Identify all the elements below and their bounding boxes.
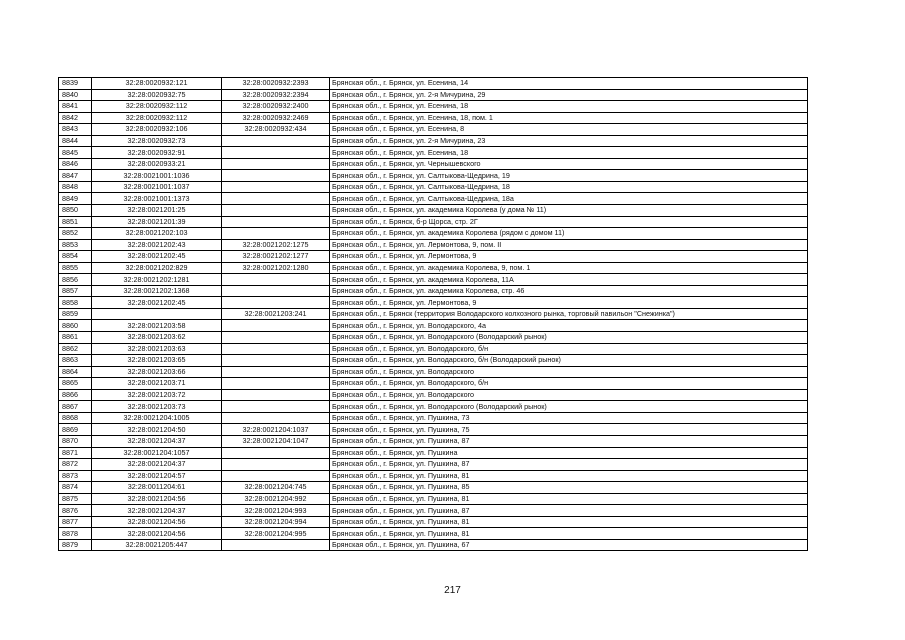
row-number-cell: 8875 [59,493,92,505]
table-row [59,470,808,482]
table-row [59,251,808,263]
row-number-cell: 8848 [59,181,92,193]
address-cell: Брянская обл., г. Брянск, ул. Пушкина, 87 [330,435,808,447]
related-cadastral-number-cell: 32:28:0020932:2393 [222,78,330,90]
row-number-cell: 8879 [59,539,92,551]
cadastral-number-cell: 32:28:0020932:91 [92,147,222,159]
related-cadastral-number-cell [222,447,330,459]
row-number-cell: 8868 [59,412,92,424]
table-row [59,366,808,378]
address-cell: Брянская обл., г. Брянск, ул. академика Королева, 11А [330,274,808,286]
address-cell: Брянская обл., г. Брянск, ул. Пушкина, 81 [330,493,808,505]
table-row [59,158,808,170]
related-cadastral-number-cell [222,205,330,217]
address-cell: Брянская обл., г. Брянск, ул. Володарского (Володарский рынок) [330,332,808,344]
address-cell: Брянская обл., г. Брянск, ул. Пушкина, 67 [330,539,808,551]
row-number-cell: 8841 [59,101,92,113]
related-cadastral-number-cell: 32:28:0020932:2469 [222,112,330,124]
address-cell: Брянская обл., г. Брянск, ул. Лермонтова, 9 [330,297,808,309]
cadastral-number-cell: 32:28:0020932:73 [92,135,222,147]
address-cell: Брянская обл., г. Брянск, ул. Пушкина, 81 [330,470,808,482]
related-cadastral-number-cell: 32:28:0021204:994 [222,516,330,528]
row-number-cell: 8878 [59,528,92,540]
cadastral-number-cell: 32:28:0021202:103 [92,228,222,240]
table-row [59,355,808,367]
table-row [59,389,808,401]
address-cell: Брянская обл., г. Брянск, ул. Есенина, 18 [330,147,808,159]
related-cadastral-number-cell: 32:28:0020932:434 [222,124,330,136]
row-number-cell: 8849 [59,193,92,205]
cadastral-number-cell: 32:28:0021205:447 [92,539,222,551]
table-row [59,216,808,228]
cadastral-number-cell: 32:28:0021204:1005 [92,412,222,424]
row-number-cell: 8857 [59,285,92,297]
related-cadastral-number-cell [222,216,330,228]
related-cadastral-number-cell [222,378,330,390]
row-number-cell: 8842 [59,112,92,124]
address-cell: Брянская обл., г. Брянск, ул. Есенина, 14 [330,78,808,90]
cadastral-number-cell: 32:28:0021202:43 [92,239,222,251]
related-cadastral-number-cell [222,332,330,344]
cadastral-number-cell: 32:28:0020932:106 [92,124,222,136]
cadastral-number-cell: 32:28:0021204:56 [92,493,222,505]
cadastral-number-cell: 32:28:0021204:56 [92,516,222,528]
row-number-cell: 8873 [59,470,92,482]
table-row [59,401,808,413]
address-cell: Брянская обл., г. Брянск, ул. академика Королева (у дома № 11) [330,205,808,217]
address-cell: Брянская обл., г. Брянск, ул. Салтыкова-Щедрина, 18 [330,181,808,193]
table-row [59,528,808,540]
table-row [59,505,808,517]
related-cadastral-number-cell [222,355,330,367]
related-cadastral-number-cell: 32:28:0021204:745 [222,482,330,494]
row-number-cell: 8871 [59,447,92,459]
row-number-cell: 8866 [59,389,92,401]
related-cadastral-number-cell: 32:28:0020932:2394 [222,89,330,101]
page-number: 217 [444,585,461,596]
row-number-cell: 8867 [59,401,92,413]
cadastral-number-cell: 32:28:0021204:37 [92,505,222,517]
address-cell: Брянская обл., г. Брянск, ул. академика Королева, 9, пом. 1 [330,262,808,274]
row-number-cell: 8876 [59,505,92,517]
cadastral-number-cell: 32:28:0020932:112 [92,112,222,124]
related-cadastral-number-cell [222,366,330,378]
address-cell: Брянская обл., г. Брянск, ул. Пушкина, 81 [330,528,808,540]
related-cadastral-number-cell [222,343,330,355]
cadastral-number-cell: 32:28:0021202:1368 [92,285,222,297]
table-row [59,297,808,309]
table-row [59,228,808,240]
row-number-cell: 8855 [59,262,92,274]
address-cell: Брянская обл., г. Брянск, ул. Пушкина, 73 [330,412,808,424]
cadastral-number-cell: 32:28:0021001:1037 [92,181,222,193]
related-cadastral-number-cell [222,147,330,159]
table-row [59,147,808,159]
row-number-cell: 8877 [59,516,92,528]
table-row [59,459,808,471]
related-cadastral-number-cell [222,181,330,193]
cadastral-number-cell: 32:28:0021201:25 [92,205,222,217]
address-cell: Брянская обл., г. Брянск, ул. Есенина, 18 [330,101,808,113]
related-cadastral-number-cell: 32:28:0021204:992 [222,493,330,505]
table-row [59,343,808,355]
row-number-cell: 8862 [59,343,92,355]
cadastral-number-cell: 32:28:0021202:829 [92,262,222,274]
cadastral-number-cell: 32:28:0021203:63 [92,343,222,355]
cadastral-number-cell: 32:28:0021202:45 [92,251,222,263]
row-number-cell: 8861 [59,332,92,344]
related-cadastral-number-cell [222,470,330,482]
table-row [59,181,808,193]
cadastral-number-cell: 32:28:0021204:50 [92,424,222,436]
table-row [59,516,808,528]
row-number-cell: 8844 [59,135,92,147]
address-cell: Брянская обл., г. Брянск, ул. Володарского, б/н [330,343,808,355]
row-number-cell: 8845 [59,147,92,159]
related-cadastral-number-cell [222,297,330,309]
table-row [59,308,808,320]
related-cadastral-number-cell [222,135,330,147]
related-cadastral-number-cell [222,459,330,471]
address-cell: Брянская обл., г. Брянск, ул. Есенина, 18, пом. 1 [330,112,808,124]
cadastral-number-cell: 32:28:0021001:1373 [92,193,222,205]
cadastral-number-cell: 32:28:0021203:62 [92,332,222,344]
address-cell: Брянская обл., г. Брянск (территория Володарского колхозного рынка, торговый павильон "Снежинка") [330,308,808,320]
cadastral-number-cell: 32:28:0021203:66 [92,366,222,378]
cadastral-number-cell: 32:28:0020932:121 [92,78,222,90]
table-row [59,482,808,494]
address-cell: Брянская обл., г. Брянск, ул. Салтыкова-Щедрина, 19 [330,170,808,182]
related-cadastral-number-cell: 32:28:0021204:1037 [222,424,330,436]
related-cadastral-number-cell: 32:28:0021202:1275 [222,239,330,251]
cadastral-number-cell: 32:28:0021204:37 [92,435,222,447]
table-row [59,332,808,344]
cadastral-number-cell: 32:28:0021204:57 [92,470,222,482]
cadastral-number-cell: 32:28:0021204:56 [92,528,222,540]
row-number-cell: 8853 [59,239,92,251]
row-number-cell: 8854 [59,251,92,263]
related-cadastral-number-cell [222,228,330,240]
row-number-cell: 8860 [59,320,92,332]
row-number-cell: 8863 [59,355,92,367]
cadastral-number-cell: 32:28:0021202:45 [92,297,222,309]
related-cadastral-number-cell: 32:28:0021202:1280 [222,262,330,274]
cadastral-number-cell: 32:28:0021202:1281 [92,274,222,286]
row-number-cell: 8856 [59,274,92,286]
table-row [59,89,808,101]
property-registry-table [58,77,808,551]
address-cell: Брянская обл., г. Брянск, ул. Володарского [330,389,808,401]
cadastral-number-cell: 32:28:0021203:65 [92,355,222,367]
cadastral-number-cell: 32:28:0011204:61 [92,482,222,494]
table-row [59,239,808,251]
address-cell: Брянская обл., г. Брянск, ул. Пушкина [330,447,808,459]
address-cell: Брянская обл., г. Брянск, ул. Володарского (Володарский рынок) [330,401,808,413]
address-cell: Брянская обл., г. Брянск, ул. Пушкина, 81 [330,516,808,528]
table-row [59,101,808,113]
table-row [59,378,808,390]
row-number-cell: 8852 [59,228,92,240]
row-number-cell: 8843 [59,124,92,136]
address-cell: Брянская обл., г. Брянск, ул. Володарского, б/н (Володарский рынок) [330,355,808,367]
related-cadastral-number-cell: 32:28:0021204:1047 [222,435,330,447]
cadastral-number-cell: 32:28:0021203:58 [92,320,222,332]
table-row [59,320,808,332]
related-cadastral-number-cell [222,285,330,297]
address-cell: Брянская обл., г. Брянск, ул. Володарского, б/н [330,378,808,390]
row-number-cell: 8872 [59,459,92,471]
address-cell: Брянская обл., г. Брянск, ул. Есенина, 8 [330,124,808,136]
address-cell: Брянская обл., г. Брянск, ул. Пушкина, 87 [330,505,808,517]
table-row [59,493,808,505]
row-number-cell: 8847 [59,170,92,182]
related-cadastral-number-cell [222,389,330,401]
row-number-cell: 8850 [59,205,92,217]
table-row [59,274,808,286]
table-row [59,262,808,274]
row-number-cell: 8851 [59,216,92,228]
address-cell: Брянская обл., г. Брянск, ул. Чернышевского [330,158,808,170]
address-cell: Брянская обл., г. Брянск, ул. академика Королева, стр. 46 [330,285,808,297]
table-row [59,170,808,182]
address-cell: Брянская обл., г. Брянск, ул. Володарского [330,366,808,378]
row-number-cell: 8840 [59,89,92,101]
address-cell: Брянская обл., г. Брянск, ул. 2-я Мичурина, 23 [330,135,808,147]
cadastral-number-cell: 32:28:0021204:1057 [92,447,222,459]
row-number-cell: 8846 [59,158,92,170]
table-row [59,135,808,147]
cadastral-number-cell: 32:28:0020933:21 [92,158,222,170]
cadastral-number-cell: 32:28:0020932:75 [92,89,222,101]
related-cadastral-number-cell [222,412,330,424]
related-cadastral-number-cell: 32:28:0021203:241 [222,308,330,320]
address-cell: Брянская обл., г. Брянск, ул. Лермонтова, 9, пом. II [330,239,808,251]
table-row [59,78,808,90]
cadastral-number-cell: 32:28:0021203:72 [92,389,222,401]
address-cell: Брянская обл., г. Брянск, ул. академика Королева (рядом с домом 11) [330,228,808,240]
table-row [59,412,808,424]
table-row [59,112,808,124]
address-cell: Брянская обл., г. Брянск, ул. Пушкина, 75 [330,424,808,436]
cadastral-number-cell: 32:28:0021203:73 [92,401,222,413]
related-cadastral-number-cell [222,274,330,286]
address-cell: Брянская обл., г. Брянск, ул. Лермонтова, 9 [330,251,808,263]
row-number-cell: 8864 [59,366,92,378]
table-row [59,539,808,551]
cadastral-number-cell [92,308,222,320]
cadastral-number-cell: 32:28:0021201:39 [92,216,222,228]
address-cell: Брянская обл., г. Брянск, ул. Пушкина, 85 [330,482,808,494]
row-number-cell: 8874 [59,482,92,494]
address-cell: Брянская обл., г. Брянск, ул. 2-я Мичурина, 29 [330,89,808,101]
registry-body [59,78,808,551]
related-cadastral-number-cell: 32:28:0021204:993 [222,505,330,517]
related-cadastral-number-cell: 32:28:0020932:2400 [222,101,330,113]
related-cadastral-number-cell: 32:28:0021202:1277 [222,251,330,263]
related-cadastral-number-cell [222,170,330,182]
table-row [59,435,808,447]
address-cell: Брянская обл., г. Брянск, ул. Пушкина, 87 [330,459,808,471]
related-cadastral-number-cell: 32:28:0021204:995 [222,528,330,540]
cadastral-number-cell: 32:28:0021203:71 [92,378,222,390]
table-row [59,205,808,217]
related-cadastral-number-cell [222,158,330,170]
related-cadastral-number-cell [222,320,330,332]
table-row [59,193,808,205]
table-row [59,124,808,136]
row-number-cell: 8865 [59,378,92,390]
table-row [59,424,808,436]
table-row [59,447,808,459]
related-cadastral-number-cell [222,539,330,551]
row-number-cell: 8870 [59,435,92,447]
row-number-cell: 8858 [59,297,92,309]
address-cell: Брянская обл., г. Брянск, ул. Володарского, 4а [330,320,808,332]
table-row [59,285,808,297]
address-cell: Брянская обл., г. Брянск, б-р Щорса, стр. 2Г [330,216,808,228]
row-number-cell: 8859 [59,308,92,320]
related-cadastral-number-cell [222,401,330,413]
row-number-cell: 8839 [59,78,92,90]
address-cell: Брянская обл., г. Брянск, ул. Салтыкова-Щедрина, 18а [330,193,808,205]
cadastral-number-cell: 32:28:0021204:37 [92,459,222,471]
cadastral-number-cell: 32:28:0020932:112 [92,101,222,113]
cadastral-number-cell: 32:28:0021001:1036 [92,170,222,182]
related-cadastral-number-cell [222,193,330,205]
row-number-cell: 8869 [59,424,92,436]
